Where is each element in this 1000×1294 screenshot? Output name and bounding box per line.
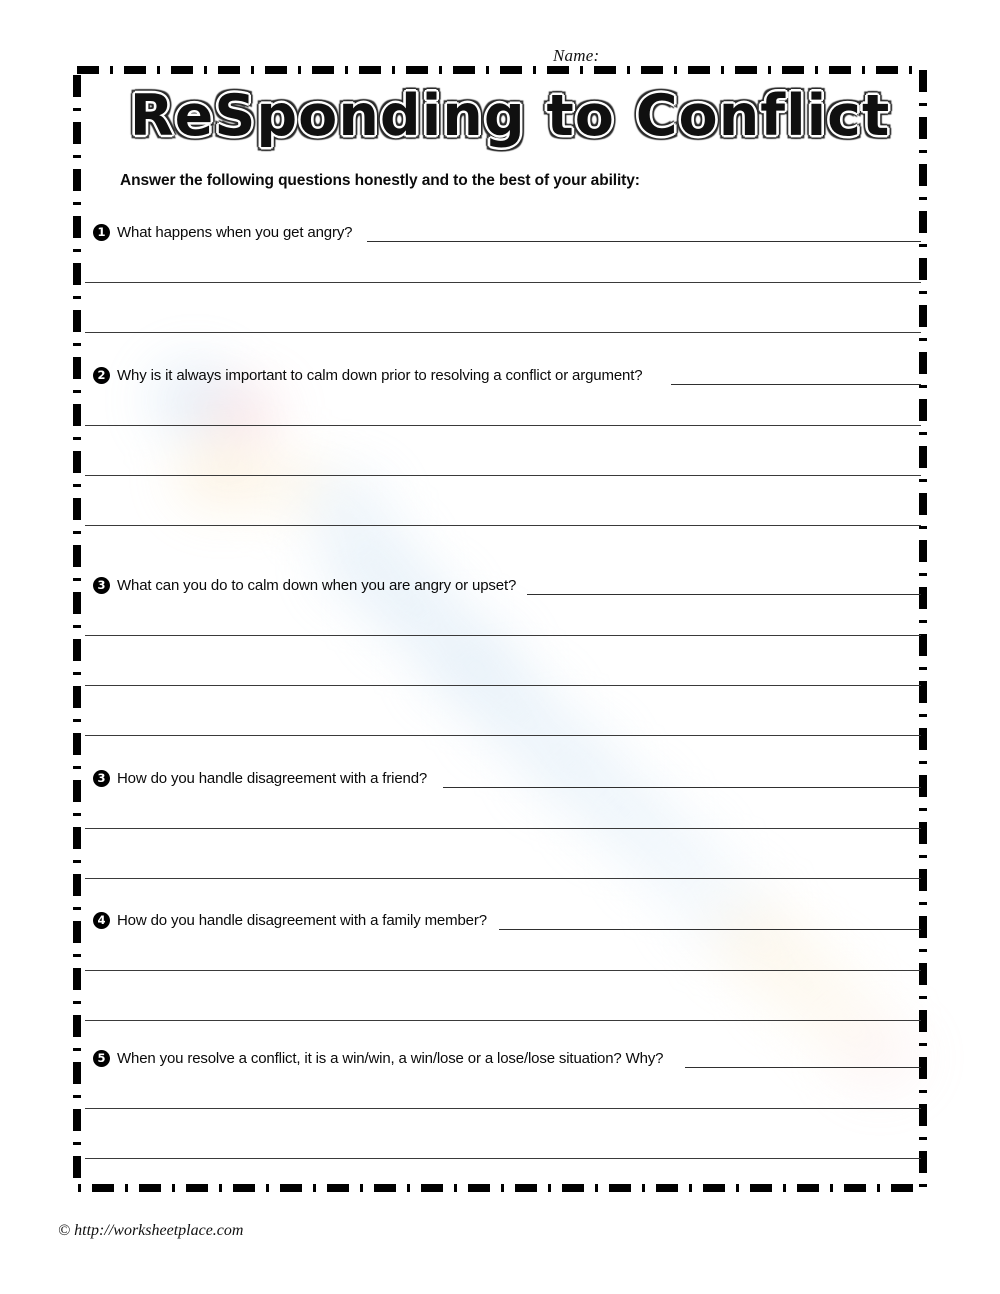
question-text: What happens when you get angry? bbox=[117, 224, 353, 241]
question-number-badge: 2 bbox=[93, 367, 110, 384]
question-number-badge: 1 bbox=[93, 224, 110, 241]
answer-write-line[interactable] bbox=[85, 970, 921, 971]
answer-write-line[interactable] bbox=[443, 787, 921, 788]
question-text: How do you handle disagreement with a friend? bbox=[117, 770, 428, 787]
answer-write-line[interactable] bbox=[85, 1158, 921, 1159]
question-row bbox=[85, 770, 923, 792]
question-number-badge: 3 bbox=[93, 577, 110, 594]
question-text: When you resolve a conflict, it is a win/win, a win/lose or a lose/lose situation? Why? bbox=[117, 1050, 664, 1067]
question-block bbox=[85, 577, 923, 599]
answer-write-line[interactable] bbox=[85, 878, 921, 879]
answer-write-line[interactable] bbox=[85, 735, 921, 736]
answer-write-line[interactable] bbox=[685, 1067, 921, 1068]
question-block bbox=[85, 224, 923, 246]
question-block bbox=[85, 912, 923, 934]
question-row bbox=[85, 224, 923, 246]
answer-write-line[interactable] bbox=[85, 1020, 921, 1021]
answer-write-line[interactable] bbox=[671, 384, 921, 385]
answer-write-line[interactable] bbox=[85, 425, 921, 426]
answer-write-line[interactable] bbox=[499, 929, 921, 930]
question-row bbox=[85, 577, 923, 599]
question-number-badge: 5 bbox=[93, 1050, 110, 1067]
page-title: ReSponding to Conflict bbox=[129, 83, 891, 149]
worksheet-content bbox=[85, 72, 923, 1188]
footer-credit: © http://worksheetplace.com bbox=[58, 1222, 244, 1239]
answer-write-line[interactable] bbox=[85, 635, 921, 636]
question-block bbox=[85, 367, 923, 389]
answer-write-line[interactable] bbox=[85, 525, 921, 526]
question-row bbox=[85, 367, 923, 389]
question-block bbox=[85, 770, 923, 792]
answer-write-line[interactable] bbox=[527, 594, 921, 595]
answer-write-line[interactable] bbox=[85, 1108, 921, 1109]
question-text: What can you do to calm down when you are angry or upset? bbox=[117, 577, 517, 594]
question-number-badge: 4 bbox=[93, 912, 110, 929]
question-row bbox=[85, 1050, 923, 1072]
question-number-badge: 3 bbox=[93, 770, 110, 787]
question-text: How do you handle disagreement with a family member? bbox=[117, 912, 487, 929]
question-block bbox=[85, 1050, 923, 1072]
answer-write-line[interactable] bbox=[85, 475, 921, 476]
answer-write-line[interactable] bbox=[85, 828, 921, 829]
answer-write-line[interactable] bbox=[85, 282, 921, 283]
question-text: Why is it always important to calm down prior to resolving a conflict or argument? bbox=[117, 367, 643, 384]
instructions-text: Answer the following questions honestly and to the best of your ability: bbox=[120, 172, 640, 189]
name-label: Name: bbox=[553, 46, 600, 65]
answer-write-line[interactable] bbox=[367, 241, 921, 242]
answer-write-line[interactable] bbox=[85, 685, 921, 686]
question-row bbox=[85, 912, 923, 934]
answer-write-line[interactable] bbox=[85, 332, 921, 333]
